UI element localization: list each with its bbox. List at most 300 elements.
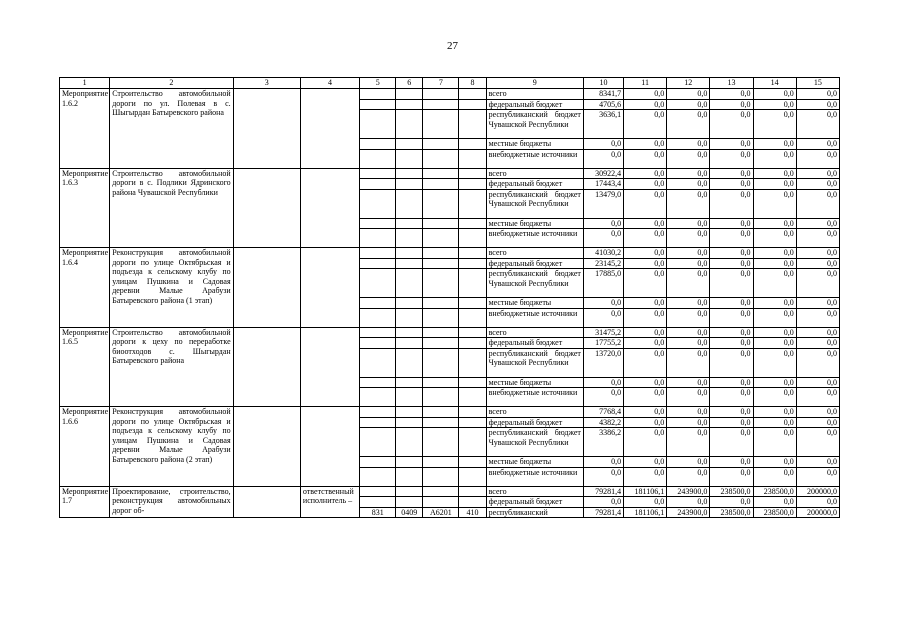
funding-source: федеральный бюджет	[486, 417, 583, 428]
amount-cell: 0,0	[583, 139, 623, 150]
amount-cell: 0,0	[796, 348, 839, 377]
amount-cell: 0,0	[624, 388, 667, 407]
budget-code-cell	[423, 417, 459, 428]
amount-cell: 0,0	[796, 248, 839, 259]
amount-cell: 41030,2	[583, 248, 623, 259]
budget-code-cell	[360, 99, 396, 110]
amount-cell: 0,0	[796, 258, 839, 269]
budget-code-cell	[360, 149, 396, 168]
amount-cell: 0,0	[710, 269, 753, 298]
amount-cell: 0,0	[624, 298, 667, 309]
funding-source: всего	[486, 168, 583, 179]
budget-code-cell	[459, 248, 486, 259]
amount-cell: 0,0	[624, 457, 667, 468]
budget-code-cell	[396, 229, 423, 248]
funding-source: республиканский бюджет Чувашской Республики	[486, 428, 583, 457]
amount-cell: 0,0	[753, 258, 796, 269]
amount-cell: 0,0	[796, 269, 839, 298]
budget-code-cell	[396, 486, 423, 497]
budget-code-cell	[459, 189, 486, 218]
amount-cell: 0,0	[753, 377, 796, 388]
budget-code-cell	[360, 218, 396, 229]
amount-cell: 0,0	[624, 407, 667, 418]
amount-cell: 0,0	[796, 428, 839, 457]
amount-cell: 0,0	[796, 497, 839, 508]
budget-code-cell	[360, 338, 396, 349]
amount-cell: 0,0	[710, 407, 753, 418]
amount-cell: 0,0	[667, 149, 710, 168]
amount-cell: 0,0	[710, 139, 753, 150]
measure-description: Реконструкция автомобильной дороги по улице Октябрьская и подъезда к сельскому клубу по улицам Пушкина и Садовая деревни Малые Арабузи Батыревского района (1 этап)	[110, 248, 233, 328]
budget-code-cell	[360, 407, 396, 418]
amount-cell: 0,0	[710, 417, 753, 428]
budget-code-cell	[396, 89, 423, 100]
amount-cell: 0,0	[667, 407, 710, 418]
budget-code-cell	[459, 149, 486, 168]
amount-cell: 0,0	[710, 388, 753, 407]
amount-cell: 0,0	[583, 377, 623, 388]
amount-cell: 238500,0	[753, 486, 796, 497]
funding-source: местные бюджеты	[486, 377, 583, 388]
amount-cell: 0,0	[710, 89, 753, 100]
amount-cell: 0,0	[624, 308, 667, 327]
amount-cell: 0,0	[753, 388, 796, 407]
amount-cell: 0,0	[796, 149, 839, 168]
funding-source: федеральный бюджет	[486, 99, 583, 110]
budget-code-cell	[423, 258, 459, 269]
amount-cell: 0,0	[753, 139, 796, 150]
amount-cell: 0,0	[667, 89, 710, 100]
budget-code-cell	[423, 407, 459, 418]
budget-code-cell: 831	[360, 507, 396, 518]
amount-cell: 0,0	[753, 407, 796, 418]
amount-cell: 0,0	[667, 218, 710, 229]
column-header: 2	[110, 78, 233, 89]
budget-code-cell	[360, 139, 396, 150]
amount-cell: 0,0	[624, 168, 667, 179]
measure-code: Мероприятие 1.7	[60, 486, 110, 518]
amount-cell: 0,0	[753, 457, 796, 468]
measure-description: Проектирование, строительство, реконструкция автомобильных дорог об-	[110, 486, 233, 518]
table-row	[60, 248, 840, 259]
amount-cell: 0,0	[753, 218, 796, 229]
budget-code-cell	[360, 179, 396, 190]
column-header: 6	[396, 78, 423, 89]
budget-code-cell	[459, 298, 486, 309]
budget-code-cell	[360, 168, 396, 179]
amount-cell: 3636,1	[583, 110, 623, 139]
amount-cell: 0,0	[753, 428, 796, 457]
budget-code-cell	[396, 377, 423, 388]
funding-source: федеральный бюджет	[486, 338, 583, 349]
column-header: 14	[753, 78, 796, 89]
budget-code-cell	[360, 388, 396, 407]
budget-code-cell	[423, 99, 459, 110]
amount-cell: 0,0	[796, 110, 839, 139]
amount-cell: 0,0	[753, 110, 796, 139]
budget-code-cell	[459, 486, 486, 497]
amount-cell: 0,0	[796, 189, 839, 218]
amount-cell: 0,0	[753, 467, 796, 486]
amount-cell: 0,0	[667, 388, 710, 407]
amount-cell: 0,0	[667, 348, 710, 377]
amount-cell: 0,0	[796, 407, 839, 418]
executor-cell	[233, 89, 300, 169]
executor-cell	[233, 327, 300, 407]
amount-cell: 4705,6	[583, 99, 623, 110]
budget-code-cell	[396, 168, 423, 179]
amount-cell: 0,0	[667, 110, 710, 139]
budget-code-cell	[423, 298, 459, 309]
amount-cell: 0,0	[667, 168, 710, 179]
amount-cell: 0,0	[624, 377, 667, 388]
column-header: 3	[233, 78, 300, 89]
amount-cell: 0,0	[583, 308, 623, 327]
funding-source: всего	[486, 327, 583, 338]
amount-cell: 0,0	[583, 388, 623, 407]
measure-code: Мероприятие 1.6.3	[60, 168, 110, 248]
page-number: 27	[447, 40, 458, 52]
amount-cell: 0,0	[624, 99, 667, 110]
amount-cell: 0,0	[753, 99, 796, 110]
budget-code-cell	[396, 179, 423, 190]
budget-code-cell	[396, 269, 423, 298]
budget-code-cell	[396, 298, 423, 309]
amount-cell: 0,0	[753, 168, 796, 179]
budget-code-cell	[360, 189, 396, 218]
funding-source: республиканский бюджет Чувашской Республики	[486, 110, 583, 139]
amount-cell: 181106,1	[624, 507, 667, 518]
amount-cell: 17443,4	[583, 179, 623, 190]
budget-code-cell	[423, 457, 459, 468]
amount-cell: 0,0	[753, 248, 796, 259]
budget-code-cell	[360, 348, 396, 377]
amount-cell: 0,0	[753, 338, 796, 349]
funding-source: всего	[486, 407, 583, 418]
amount-cell: 0,0	[796, 179, 839, 190]
amount-cell: 0,0	[753, 417, 796, 428]
target-indicator-cell	[300, 327, 359, 407]
table-row	[60, 407, 840, 418]
budget-code-cell	[459, 168, 486, 179]
budget-code-cell	[459, 348, 486, 377]
amount-cell: 0,0	[624, 428, 667, 457]
measure-description: Строительство автомобильной дороги по ул. Полевая в с. Шыгырдан Батыревского района	[110, 89, 233, 169]
funding-source: местные бюджеты	[486, 457, 583, 468]
amount-cell: 0,0	[753, 298, 796, 309]
budget-code-cell	[459, 338, 486, 349]
table-header-row	[60, 78, 840, 89]
amount-cell: 0,0	[710, 497, 753, 508]
amount-cell: 0,0	[710, 189, 753, 218]
table-row	[60, 327, 840, 338]
amount-cell: 8341,7	[583, 89, 623, 100]
amount-cell: 0,0	[624, 417, 667, 428]
amount-cell: 0,0	[624, 139, 667, 150]
amount-cell: 0,0	[624, 258, 667, 269]
amount-cell: 17755,2	[583, 338, 623, 349]
budget-code-cell	[360, 89, 396, 100]
amount-cell: 0,0	[667, 99, 710, 110]
amount-cell: 0,0	[796, 89, 839, 100]
amount-cell: 0,0	[710, 168, 753, 179]
budget-code-cell	[459, 99, 486, 110]
amount-cell: 0,0	[710, 348, 753, 377]
budget-code-cell	[459, 269, 486, 298]
amount-cell: 79281,4	[583, 486, 623, 497]
budget-code-cell	[396, 497, 423, 508]
amount-cell: 200000,0	[796, 507, 839, 518]
amount-cell: 238500,0	[710, 507, 753, 518]
amount-cell: 4382,2	[583, 417, 623, 428]
budget-code-cell	[360, 377, 396, 388]
amount-cell: 0,0	[667, 327, 710, 338]
amount-cell: 0,0	[667, 467, 710, 486]
table-row	[60, 168, 840, 179]
amount-cell: 0,0	[796, 298, 839, 309]
amount-cell: 0,0	[624, 467, 667, 486]
budget-code-cell	[360, 486, 396, 497]
budget-code-cell	[396, 110, 423, 139]
measure-code: Мероприятие 1.6.5	[60, 327, 110, 407]
budget-code-cell	[423, 308, 459, 327]
funding-source: внебюджетные источники	[486, 149, 583, 168]
budget-code-cell	[423, 110, 459, 139]
budget-code-cell	[360, 110, 396, 139]
amount-cell: 0,0	[796, 139, 839, 150]
budget-code-cell	[396, 248, 423, 259]
amount-cell: 17885,0	[583, 269, 623, 298]
amount-cell: 0,0	[753, 229, 796, 248]
budget-table	[59, 77, 840, 518]
budget-code-cell	[423, 248, 459, 259]
budget-code-cell	[459, 258, 486, 269]
funding-source: внебюджетные источники	[486, 388, 583, 407]
column-header: 12	[667, 78, 710, 89]
target-indicator-cell	[300, 168, 359, 248]
budget-code-cell	[396, 407, 423, 418]
budget-code-cell	[423, 168, 459, 179]
column-header: 5	[360, 78, 396, 89]
amount-cell: 0,0	[710, 338, 753, 349]
funding-source: местные бюджеты	[486, 218, 583, 229]
amount-cell: 0,0	[624, 348, 667, 377]
amount-cell: 0,0	[710, 308, 753, 327]
budget-code-cell	[423, 467, 459, 486]
budget-code-cell	[459, 139, 486, 150]
budget-code-cell	[396, 149, 423, 168]
amount-cell: 0,0	[796, 99, 839, 110]
amount-cell: 0,0	[796, 168, 839, 179]
budget-code-cell	[459, 218, 486, 229]
amount-cell: 0,0	[624, 269, 667, 298]
column-header: 13	[710, 78, 753, 89]
amount-cell: 0,0	[710, 179, 753, 190]
amount-cell: 3386,2	[583, 428, 623, 457]
executor-cell	[233, 486, 300, 518]
budget-code-cell	[423, 327, 459, 338]
amount-cell: 0,0	[583, 457, 623, 468]
amount-cell: 0,0	[667, 248, 710, 259]
budget-code-cell	[459, 229, 486, 248]
amount-cell: 200000,0	[796, 486, 839, 497]
amount-cell: 243900,0	[667, 486, 710, 497]
amount-cell: 0,0	[710, 467, 753, 486]
amount-cell: 0,0	[667, 457, 710, 468]
amount-cell: 0,0	[796, 457, 839, 468]
budget-code-cell	[396, 139, 423, 150]
budget-code-cell	[360, 428, 396, 457]
budget-code-cell	[423, 377, 459, 388]
amount-cell: 0,0	[753, 189, 796, 218]
budget-code-cell	[396, 457, 423, 468]
amount-cell: 79281,4	[583, 507, 623, 518]
budget-code-cell	[423, 338, 459, 349]
amount-cell: 0,0	[710, 99, 753, 110]
funding-source: республиканский бюджет Чувашской Республики	[486, 269, 583, 298]
amount-cell: 0,0	[796, 229, 839, 248]
amount-cell: 0,0	[583, 149, 623, 168]
budget-code-cell	[360, 467, 396, 486]
amount-cell: 181106,1	[624, 486, 667, 497]
budget-code-cell	[459, 457, 486, 468]
amount-cell: 0,0	[667, 298, 710, 309]
amount-cell: 0,0	[710, 248, 753, 259]
budget-code-cell	[396, 218, 423, 229]
executor-cell	[233, 407, 300, 487]
budget-code-cell	[459, 110, 486, 139]
budget-code-cell	[396, 467, 423, 486]
budget-code-cell	[396, 417, 423, 428]
amount-cell: 0,0	[624, 218, 667, 229]
funding-source: федеральный бюджет	[486, 179, 583, 190]
budget-code-cell	[459, 417, 486, 428]
amount-cell: 0,0	[710, 298, 753, 309]
amount-cell: 0,0	[667, 338, 710, 349]
amount-cell: 0,0	[796, 377, 839, 388]
column-header: 9	[486, 78, 583, 89]
amount-cell: 0,0	[710, 258, 753, 269]
amount-cell: 0,0	[710, 457, 753, 468]
budget-code-cell	[360, 497, 396, 508]
column-header: 8	[459, 78, 486, 89]
budget-code-cell	[459, 377, 486, 388]
budget-code-cell	[423, 269, 459, 298]
funding-source: всего	[486, 248, 583, 259]
budget-code-cell	[360, 308, 396, 327]
amount-cell: 13720,0	[583, 348, 623, 377]
budget-code-cell	[396, 338, 423, 349]
amount-cell: 0,0	[753, 497, 796, 508]
table-body	[60, 78, 840, 518]
budget-code-cell	[423, 189, 459, 218]
budget-code-cell	[423, 428, 459, 457]
amount-cell: 238500,0	[710, 486, 753, 497]
amount-cell: 0,0	[710, 229, 753, 248]
amount-cell: 0,0	[667, 258, 710, 269]
budget-code-cell: А6201	[423, 507, 459, 518]
amount-cell: 0,0	[624, 327, 667, 338]
amount-cell: 0,0	[796, 218, 839, 229]
budget-code-cell	[423, 218, 459, 229]
amount-cell: 0,0	[710, 149, 753, 168]
budget-code-cell	[360, 229, 396, 248]
budget-code-cell	[423, 497, 459, 508]
budget-code-cell	[423, 348, 459, 377]
target-indicator-cell	[300, 89, 359, 169]
budget-code-cell	[459, 467, 486, 486]
amount-cell: 0,0	[624, 229, 667, 248]
measure-description: Реконструкция автомобильной дороги по улице Октябрьская и подъезда к сельскому клубу по улицам Пушкина и Садовая деревни Малые Арабузи Батыревского района (2 этап)	[110, 407, 233, 487]
amount-cell: 0,0	[710, 377, 753, 388]
funding-source: республиканский бюджет Чувашской Республики	[486, 189, 583, 218]
budget-code-cell: 0409	[396, 507, 423, 518]
funding-source: всего	[486, 89, 583, 100]
funding-source: внебюджетные источники	[486, 467, 583, 486]
responsible-executor: ответственный исполнитель –	[300, 486, 359, 518]
budget-code-cell	[459, 327, 486, 338]
amount-cell: 0,0	[667, 139, 710, 150]
budget-code-cell	[360, 269, 396, 298]
amount-cell: 0,0	[667, 428, 710, 457]
budget-code-cell	[360, 327, 396, 338]
funding-source: федеральный бюджет	[486, 497, 583, 508]
budget-code-cell	[459, 497, 486, 508]
column-header: 1	[60, 78, 110, 89]
budget-code-cell	[459, 89, 486, 100]
amount-cell: 0,0	[710, 327, 753, 338]
amount-cell: 0,0	[710, 110, 753, 139]
budget-code-cell	[396, 99, 423, 110]
amount-cell: 0,0	[753, 308, 796, 327]
amount-cell: 0,0	[624, 338, 667, 349]
amount-cell: 0,0	[624, 89, 667, 100]
measure-code: Мероприятие 1.6.6	[60, 407, 110, 487]
budget-code-cell	[396, 348, 423, 377]
amount-cell: 30922,4	[583, 168, 623, 179]
measure-description: Строительство автомобильной дороги в с. Подлики Ядринского района Чувашской Республики	[110, 168, 233, 248]
budget-code-cell	[396, 308, 423, 327]
budget-code-cell	[459, 179, 486, 190]
budget-code-cell	[360, 298, 396, 309]
amount-cell: 0,0	[796, 417, 839, 428]
column-header: 7	[423, 78, 459, 89]
budget-code-cell	[360, 457, 396, 468]
measure-code: Мероприятие 1.6.2	[60, 89, 110, 169]
amount-cell: 0,0	[583, 229, 623, 248]
amount-cell: 0,0	[667, 269, 710, 298]
funding-source: внебюджетные источники	[486, 308, 583, 327]
amount-cell: 0,0	[667, 229, 710, 248]
amount-cell: 0,0	[624, 110, 667, 139]
amount-cell: 0,0	[796, 388, 839, 407]
table-row	[60, 486, 840, 497]
budget-code-cell	[423, 229, 459, 248]
amount-cell: 31475,2	[583, 327, 623, 338]
column-header: 10	[583, 78, 623, 89]
amount-cell: 0,0	[753, 269, 796, 298]
funding-source: республиканский	[486, 507, 583, 518]
executor-cell	[233, 248, 300, 328]
funding-source: внебюджетные источники	[486, 229, 583, 248]
amount-cell: 0,0	[667, 377, 710, 388]
amount-cell: 0,0	[667, 308, 710, 327]
budget-code-cell	[459, 428, 486, 457]
amount-cell: 0,0	[710, 428, 753, 457]
funding-source: местные бюджеты	[486, 298, 583, 309]
budget-code-cell	[459, 388, 486, 407]
budget-code-cell	[396, 258, 423, 269]
